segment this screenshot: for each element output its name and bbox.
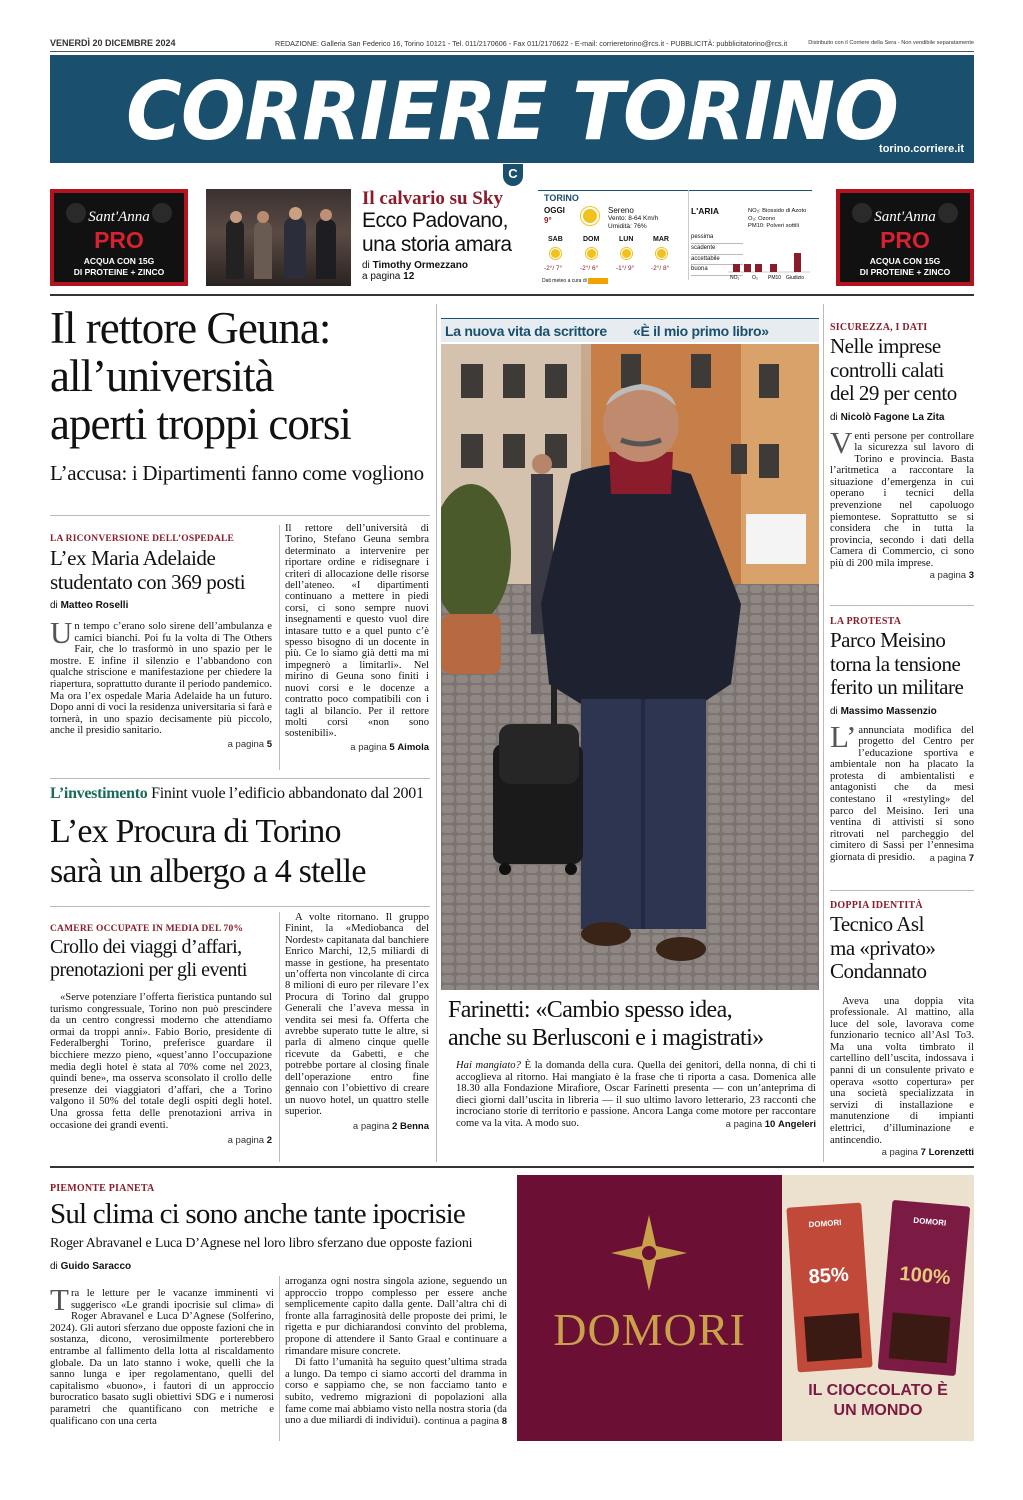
air-bar-no2-2 [744,264,751,272]
sicurezza-title-3: del 29 per cento [830,381,957,405]
maria-body: Un tempo c’erano solo sirene dell’ambulanza e camici bianchi. Poi fu la volta di The Others Fair, che lo trasformò in uno spazio per le mostre. E infine il silenzio e l’abbandono con qualche striscione e manifestazione per chiedere la riapertura, soprattutto durante il periodo pandemico. Ma ora l’ex ospedale Maria Adelaide ha un futuro. Dopo anni di voci la residenza universitaria si farà e tornerà, in uno spazio decisamente più piccolo, anche il presidio sanitario. [50,615,272,737]
weather-city: TORINO [544,193,579,203]
asl-kicker: DOPPIA IDENTITÀ [830,900,923,911]
sicurezza-body: Venti persone per controllare la sicurezza sul lavoro di Torino e provincia. Basta l’aritmetica a raccontare la situazione d’emergenza in cui operano i tecnici della prevenzione nel capoluogo piemontese. Soprattutto se si considera che in tutta la provincia, secondo i dati della Camera di Commercio, ci sono più di 200 mila imprese. [830,424,974,570]
weather-today-temp: 9° [544,216,552,225]
maria-author: Matteo Roselli [60,600,129,611]
weather-box [538,190,812,286]
clima-story[interactable]: PIEMONTE PIANETA Sul clima ci sono anche tante ipocrisie Roger Abravanel e Luca D’Agnese nel loro libro sferzano due opposte fazioni di Guido Saracco [50,1183,510,1272]
lead-body-column: Il rettore dell’università di Torino, Stefano Geuna sembra determinato a intervenire per riportare ordine e ridisegnare i criteri di allocazione delle risorse dell’ateneo. «I dipartimenti continuano a mettere in piedi corsi, ci sono sempre nuovi insegnamenti e questo vuol dire intasare tutto e a quel punto c’è spesso bisogno di un docente in più. Ce lo siamo già detti ma mi impegnerò a limitarli». Nel mirino di Geuna sono finiti i nuovi corsi e le docenze a contratto poco compatibili con i tagli al bilancio. Per il rettore molti corsi «non sono sostenibili». a pagina 5 Aimola [285,523,429,753]
maria-kicker: LA RICONVERSIONE DELL’OSPEDALE [50,534,235,544]
farinetti-lead-italic: Hai mangiato? [456,1060,521,1071]
teaser-photo[interactable] [206,189,351,286]
air-x-label: NO₂ [730,275,740,281]
lead-page: 5 [389,741,395,753]
clima-col2: arroganza ogni nostra singola azione, seguendo un approccio troppo complesso per essere anche semplicemente capito dalla gente. Dall’altra chi di fronte alla farraginosità delle proposte dei primi, le rigetta e pur dichiarandosi convinto del problema, propone di attendere il Santo Graal e continuare a rimandare misure concrete. Di fatto l’umanità ha seguito quest’ultima strada a lungo. Da tempo ci siamo accorti del dramma in corso e sappiamo che, se non facciamo tanto e subito, vedremo migrazioni di popolazioni alla fame come mai abbiamo visto nella nostra storia (da uno a due miliardi di individui). continua a pagina 8 [285,1276,507,1427]
viaggi-story[interactable]: CAMERE OCCUPATE IN MEDIA DEL 70% Crollo dei viaggi d’affari, prenotazioni per gli eventi «Serve potenziare l’offerta fieristica puntando sul turismo congressuale, Torino non può prescindere da un centro congressi moderno che attendiamo ormai da troppi anni». Fabio Borio, presidente di Federalberghi Torino, preferisce guardare il bicchiere mezzo pieno, «quest’anno l’occupazione media degli hotel è stata al 70% come nel 2023, quindi bene», ma osserva sconsolato il crollo delle presenze dei viaggiatori d’affari, che a Torino valgono il 50% del totale degli ospiti degli hotel. Una grossa fetta delle prenotazioni arriva in occasione dei grandi eventi. a pagina 2 [50,924,272,1147]
teaser-title-2: una storia amara [362,233,512,256]
maria-title-1: L’ex Maria Adelaide [50,546,216,570]
procura-body-column: A volte ritornano. Il gruppo Finint, la «Mediobanca del Nordest» capitanata dal banchiere Enrico Marchi, 12,5 miliardi di masse in gestione, ha presentato un’offerta non vincolante di circa 8 milioni di euro per rilevare l’ex Procura di Torino dal gruppo Generali che l’aveva messa in vendita sei mesi fa. Offerta che avrebbe superato tutte le altre, si parla di almeno cinque quelle ricevute da Gabetti, e che potrebbe portare al closing finale dell’operazione entro fine gennaio con l’obiettivo di creare un nuovo hotel, un quattro stelle superior. a pagina 2 Benna [285,912,429,1133]
ad-line2: DI PROTEINE + ZINCO [73,267,165,277]
viaggi-body: «Serve potenziare l’offerta fieristica puntando sul turismo congressuale, Torino non può prescindere da un centro congressi moderno che attendiamo ormai da troppi anni». Fabio Borio, presidente di Federalberghi Torino, preferisce guardare il bicchiere mezzo pieno, «quest’anno l’occupazione media degli hotel è stata al 70% come nel 2023, quindi bene», ma osserva sconsolato il crollo delle presenze dei viaggiatori d’affari, che a Torino valgono il 50% del totale degli ospiti degli hotel. Una grossa fetta delle prenotazioni arriva in occasione dei grandi eventi. [50,992,272,1131]
weather-today-label: OGGI [544,206,565,215]
lead-title-2: all’università [50,351,274,401]
ad-line2: DI PROTEINE + ZINCO [859,267,951,277]
meisino-title-3: ferito un militare [830,675,964,699]
farinetti-author: Angeleri [777,1118,816,1130]
teaser-sky[interactable] [362,188,532,282]
air-x-label: O₃ [752,275,758,281]
farinetti-photo[interactable] [441,344,819,990]
clima-title: Sul clima ci sono anche tante ipocrisie [50,1198,465,1230]
maria-page: 5 [266,738,272,750]
air-x-label: PM10 [768,275,782,281]
asl-page: 7 [920,1147,926,1159]
day-temp: -2°/ 6° [580,265,599,272]
farinetti-story[interactable]: Farinetti: «Cambio spesso idea, anche su Berlusconi e i magistrati» Hai mangiato? È la domanda della cura. Quella dei genitori, della nonna, di chi ti accoglieva al ritorno. Hai mangiato è la frase che ti riporta a casa. Domenica alle 18.30 alla Fondazione Mirafiore, Oscar Farinetti presenta — con un’anteprima di dieci giorni dall’uscita in libreria — il suo ultimo lavoro letterario, 23 racconti che incrociano storie di territorio e passione. Ancora Langa come motore per raccontare come va la vita. A modo suo. a pagina 10 Angeleri [448,997,816,1130]
banner-quote: «È il mio primo libro» [633,323,769,339]
viaggi-kicker: CAMERE OCCUPATE IN MEDIA DEL 70% [50,924,244,934]
procura-story[interactable] [50,784,430,892]
day-label: MAR [653,236,669,243]
page-prefix: a pagina [362,271,401,282]
farinetti-banner [441,318,819,342]
masthead-title: CORRIERE TORINO [126,65,898,158]
lead-story[interactable] [50,304,430,486]
farinetti-title-1: Farinetti: «Cambio spesso idea, [448,997,733,1023]
air-levels: pessima scadente accettabile buona [691,233,743,276]
sun-icon [657,249,666,258]
sicurezza-title-2: controlli calati [830,357,944,382]
weather-condition: Sereno [608,206,634,215]
chocolate-bar-85: DOMORI 85% [786,1203,872,1373]
day-label: LUN [619,236,634,243]
asl-title-3: Condannato [830,959,927,983]
ad-line1: ACQUA CON 15G [869,256,941,266]
teaser-page: 12 [403,271,415,282]
meisino-story[interactable]: LA PROTESTA Parco Meisino torna la tensione ferito un militare di Massimo Massenzio L’annunciata modifica del progetto del Centro per l’educazione sportiva e ambientale non ha placato la protesta di ambientalisti e antagonisti che da mesi contestano il «restyling» del parco del Meisino. Ieri una ventina di attivisti si sono ritrovati nel parcheggio del cimitero di Sassi per l’ennesima giornata di presidio. a pagina 7 [830,616,974,864]
meisino-author: Massimo Massenzio [840,705,937,717]
sun-icon [551,249,560,258]
day-temp: -2°/ 7° [544,265,563,272]
sun-icon [583,209,597,223]
lead-title-1: Il rettore Geuna: [50,303,331,353]
asl-title-2: ma «privato» [830,935,936,960]
sicurezza-kicker: SICUREZZA, I DATI [830,322,928,333]
procura-title-1: L’ex Procura di Torino [50,813,341,850]
procura-title-2: sarà un albergo a 4 stelle [50,853,366,890]
lead-title-3: aperti troppi corsi [50,399,351,449]
clima-subtitle: Roger Abravanel e Luca D’Agnese nel loro libro sferzano due opposte fazioni [50,1236,473,1251]
sicurezza-author: Nicolò Fagone La Zita [840,411,945,423]
ad-brand: Sant'Anna [88,209,150,225]
clima-kicker: PIEMONTE PIANETA [50,1183,155,1194]
weather-humidity: Umidità: 76% [608,223,647,230]
lead-body: Il rettore dell’università di Torino, Stefano Geuna sembra determinato a intervenire per riportare ordine e ridisegnare i criteri di allocazione delle risorse dell’ateneo. «I dipartimenti continuano a mettere in piedi corsi, ci sono sempre nuovi insegnamenti e questo vuol dire intasare tutto e a quel punto c’è spesso bisogno di un docente in più. Ce lo siamo già detti ma mi impegnerò a limitarli». Nel mirino di Geuna sono finiti i nuovi corsi e le docenze a contratto poco compatibili con i tagli al bilancio. Per il rettore molti corsi «non sono sostenibili». [285,523,429,740]
distribution-note: Distribuito con il Corriere della Sera - Non vendibile separatamente [808,40,974,46]
day-label: DOM [583,236,600,243]
santanna-ad-left[interactable] [50,189,188,286]
asl-title-1: Tecnico Asl [830,912,924,936]
viaggi-title-1: Crollo dei viaggi d’affari, [50,936,242,958]
air-quality-chart [728,232,810,282]
asl-author: Lorenzetti [928,1147,974,1159]
teaser-title-1: Ecco Padovano, [362,209,508,232]
sicurezza-story[interactable]: SICUREZZA, I DATI Nelle imprese controlli calati del 29 per cento di Nicolò Fagone La Zita Venti persone per controllare la sicurezza sul lavoro di Torino e provincia. Basta l’aritmetica a raccontare la situazione d’emergenza in cui operano i tecnici della prevenzione nel capoluogo piemontese. Soprattutto se si considera che in tutta la provincia, secondo i dati della Camera di Commercio, ci sono più di 200 mila imprese. a pagina 3 [830,322,974,581]
teaser-author: Timothy Ormezzano [372,260,468,271]
ad-line1: ACQUA CON 15G [83,256,155,266]
asl-story[interactable]: DOPPIA IDENTITÀ Tecnico Asl ma «privato» Condannato Aveva una doppia vita professionale. Al mattino, alla luce del sole, lavorava come funzionario tecnico all’Asl To3. Ma una volta timbrato il cartellino dell’uscita, indossava i panni di un consulente privato e operava «sotto copertura» per una società specializzata in servizi di installazione e manutenzione di impianti elettrici, d’illuminazione e antincendio. a pagina 7 Lorenzetti [830,900,974,1159]
banner-kicker: La nuova vita da scrittore [445,323,607,339]
clima-body-2b: Di fatto l’umanità ha seguito quest’ultima strada a lungo. Da tempo ci siamo accorti del dramma in corso e sappiamo che, se non facciamo tanto e subito, vedremo migrazioni di popolazioni alla fame come mai abbiamo visto nella nostra storia (da uno a due miliardi di individui). [285,1357,507,1427]
air-legend: NO₂: Biossido di Azoto O₃: Ozono PM10: Polveri sottili [748,208,807,229]
santanna-ad-right[interactable] [836,189,974,286]
meteo-provider-logo [588,278,608,284]
day-temp: -2°/ 8° [651,265,670,272]
air-bar-pm10 [794,253,801,272]
farinetti-body: È la domanda della cura. Quella dei genitori, della nonna, di chi ti accoglieva al ritorno. Hai mangiato è la frase che ti riporta a casa. Domenica alle 18.30 alla Fondazione Mirafiore, Oscar Farinetti presenta — con un’anteprima di dieci giorni dall’uscita in libreria — il suo ultimo lavoro letterario, 23 racconti che incrociano storie di territorio e passione. Ancora Langa come motore per raccontare come va la vita. A modo suo. [456,1060,816,1129]
meisino-body: L’annunciata modifica del progetto del Centro per l’educazione sportiva e ambientale non ha placato la protesta di ambientalisti e antagonisti che da mesi contestano il «restyling» del parco del Meisino. Ieri una ventina di attivisti si sono ritrovati nel parcheggio del cimitero di Sassi per l’ennesima giornata di presidio. [830,718,974,864]
asl-body: Aveva una doppia vita professionale. Al mattino, alla luce del sole, lavorava come funzionario tecnico all’Asl To3. Ma una volta timbrato il cartellino dell’uscita, indossava i panni di un consulente privato e operava «sotto copertura» per una società specializzata in servizi di installazione e manutenzione di impianti elettrici, d’illuminazione e antincendio. [830,995,974,1146]
byline-di: di [362,260,370,271]
clima-body-1: Tra le letture per le vacanze imminenti vi suggerisco «Le grandi ipocrisie sul clima» di Roger Abravanel e Luca D’Agnese (Solferino, 2024). Gli autori sferzano due opposte fazioni che in sostanza, dicono, verosimilmente porterebbero entrambe al fallimento della lotta al riscaldamento globale. Da un lato stanno i woke, quelli che la sanno lunga e iper regolamentano, quelli del capitalismo «buono», i fautori di un approccio burocratico basato sugli obiettivi SDG e i numerosi parametri che quantificano con metriche e qualificano con una certa [50,1282,274,1427]
viaggi-page: 2 [266,1135,272,1147]
air-x-label: Giudizio [786,275,805,281]
air-title: L'ARIA [691,206,719,216]
farinetti-title-2: anche su Berlusconi e i magistrati» [448,1025,764,1051]
clima-col1 [50,1282,274,1427]
maria-story[interactable]: LA RICONVERSIONE DELL’OSPEDALE L’ex Maria Adelaide studentato con 369 posti di Matteo Roselli Un tempo c’erano solo sirene dell’ambulanza e camici bianchi. Poi fu la volta di The Others Fair, che lo trasformò in uno spazio per le mostre. E infine il silenzio e l’abbandono con qualche striscione e manifestazione per chiedere la riapertura, soprattutto durante il periodo pandemico. Ma ora l’ex ospedale Maria Adelaide ha un futuro. Dopo anni di voci la residenza universitaria si farà e tornerà, in uno spazio decisamente più piccolo, anche il presidio sanitario. a pagina 5 [50,534,272,750]
procura-page: 2 [392,1121,398,1133]
masthead-url[interactable]: torino.corriere.it [879,143,964,155]
masthead [50,55,974,163]
domori-star-logo-icon [609,1213,689,1293]
sicurezza-page: 3 [968,569,974,581]
clima-author: Guido Saracco [60,1261,132,1272]
lead-subtitle: L’accusa: i Dipartimenti fanno come vogliono [50,461,424,485]
viaggi-title-2: prenotazioni per gli eventi [50,959,247,981]
meisino-page: 7 [968,852,974,864]
issue-date: VENERDÌ 20 DICEMBRE 2024 [50,38,176,48]
air-bar-o3-2 [770,264,777,272]
ad-brand: Sant'Anna [874,209,936,225]
sun-icon [622,249,631,258]
domori-brand: DOMORI [553,1304,746,1355]
clima-body-2a: arroganza ogni nostra singola azione, seguendo un approccio troppo complesso per essere anche semplicemente capito dalla gente. Dall’altra chi di fronte alla farraginosità delle proposte dei primi, le rigetta e pur dichiarandosi convinto del problema, propone di attendere il Santo Graal e continuare a rimandare misure concrete. [285,1276,507,1357]
teaser-kicker: Il calvario su Sky [362,188,503,209]
day-temp: -1°/ 9° [616,265,635,272]
redazione-info: REDAZIONE: Galleria San Federico 16, Torino 10121 - Tel. 011/2170606 - Fax 011/2170622 - E-mail: corrieretorino@rcs.it - PUBBLICITÀ: pubblicitatorino@rcs.it [275,39,788,48]
ad-pro: PRO [94,227,144,253]
procura-kicker: L’investimento [50,785,148,802]
maria-title-2: studentato con 369 posti [50,570,246,594]
procura-body: A volte ritornano. Il gruppo Finint, la «Mediobanca del Nordest» capitanata dal banchiere Enrico Marchi, 12,5 miliardi di masse in gestione, ha presentato un’offerta non vincolante di circa 8 milioni di euro per rilevare l’ex Procura di Torino dal gruppo Generali che l’aveva messa in vendita sei mesi fa. Offerta che avrebbe superato tutte le altre, si parla di almeno cinque quelle ricevute da Gabetti, e che potrebbe portare al closing finale dell’operazione entro fine gennaio con l’obiettivo di creare un nuovo hotel, un quattro stelle superior. [285,912,429,1117]
air-bar-o3 [755,264,762,272]
meisino-title-1: Parco Meisino [830,628,946,652]
domori-slogan: IL CIOCCOLATO È UN MONDO [808,1382,948,1419]
chocolate-bar-100: DOMORI 100% [878,1200,971,1376]
ad-pro: PRO [880,227,930,253]
domori-ad[interactable] [517,1175,974,1441]
farinetti-page: 10 [764,1118,776,1130]
lead-author: Aimola [397,741,429,753]
air-bar-no2 [733,264,740,272]
meisino-title-2: torna la tensione [830,651,961,676]
weather-wind: Vento: 8-64 Km/h [608,215,659,222]
sun-cloud-icon [587,249,596,258]
procura-kicker-rest: Finint vuole l’edificio abbandonato dal 2001 [151,785,424,802]
sicurezza-title-1: Nelle imprese [830,334,941,358]
weather-credit: Dati meteo a cura di [542,278,587,284]
corriere-logo-icon: C [503,164,523,186]
clima-page: 8 [501,1415,507,1427]
meisino-kicker: LA PROTESTA [830,616,902,627]
day-label: SAB [548,236,563,243]
procura-author: Benna [399,1121,429,1133]
top-strip [50,38,974,50]
